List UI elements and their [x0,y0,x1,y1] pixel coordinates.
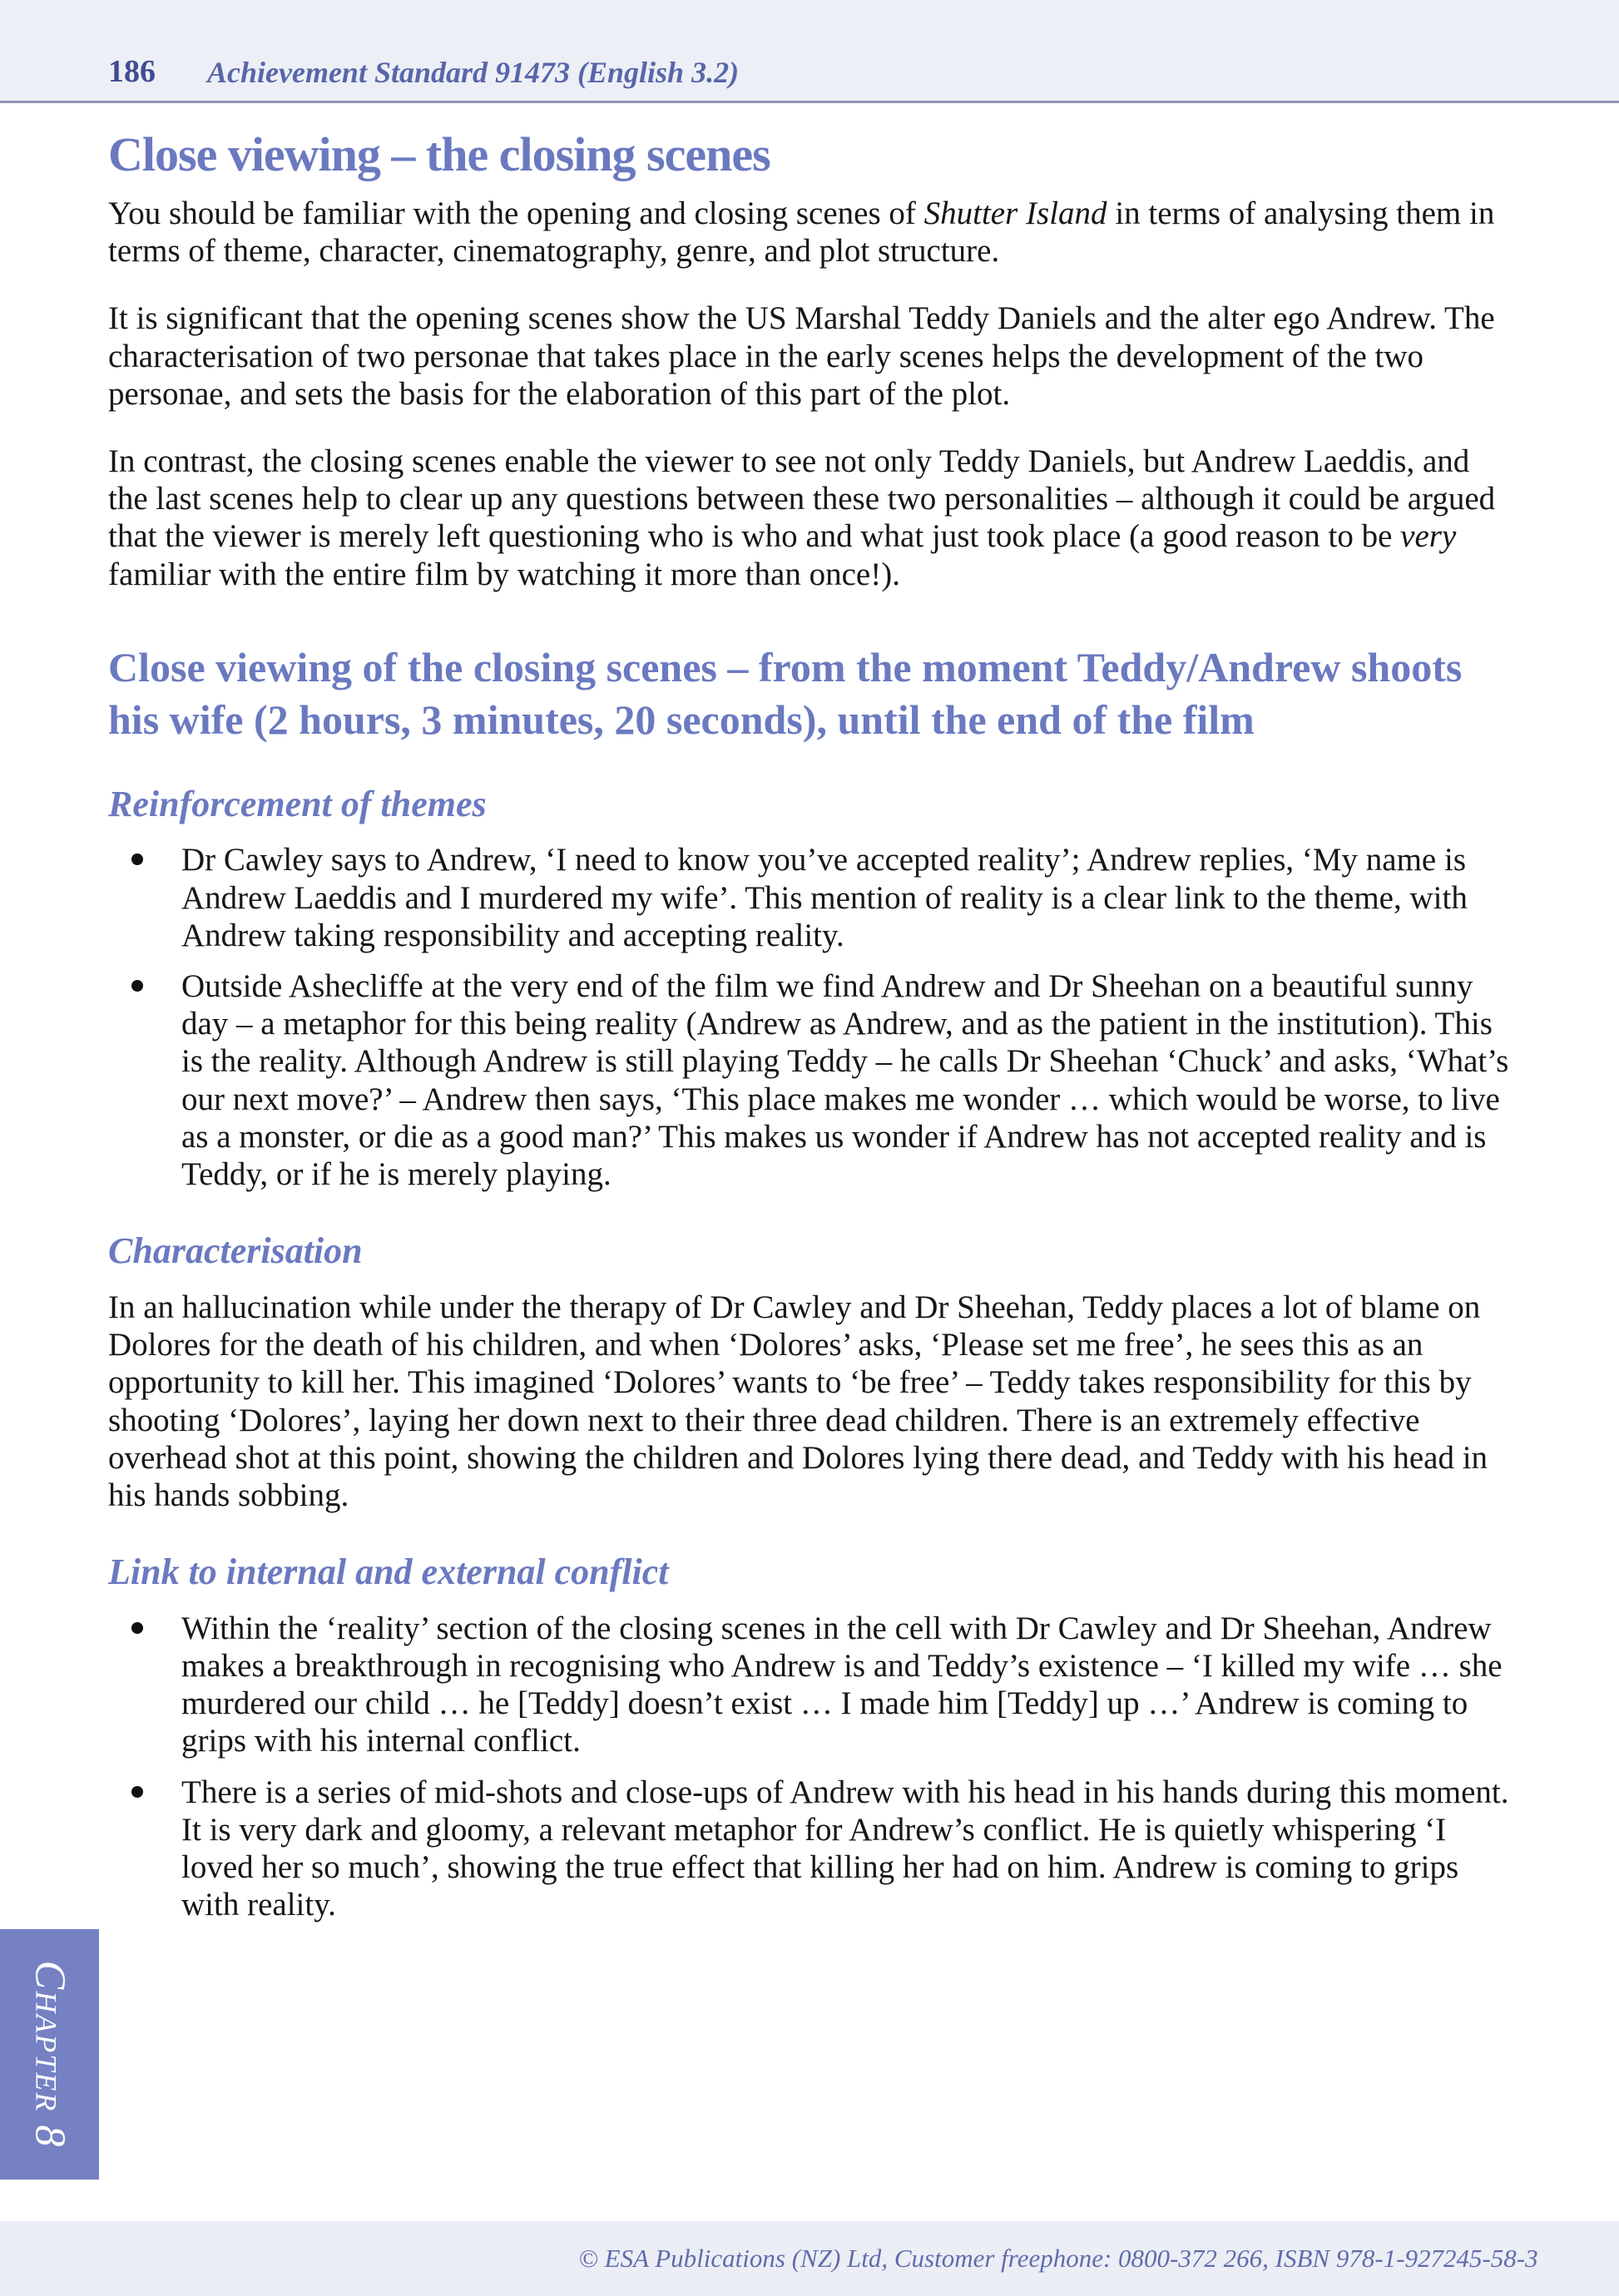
main-heading: Close viewing – the closing scenes [108,127,770,181]
characterisation-paragraph: In an hallucination while under the therapy of Dr Cawley and Dr Sheehan, Teddy places a lot of blame on Dolores for the death of his children, and when ‘Dolores’ asks, ‘Please set me free’, he sees this as an opportunity to kill her. This imagined ‘Dolores’ wants to ‘be free’ – Teddy takes responsibility for this by shooting ‘Dolores’, laying her down next to their three dead children. There is an extremely effective overhead shot at this point, showing the children and Dolores lying there dead, and Teddy with his head in his hands sobbing. [108,1289,1488,1513]
page-body [0,103,1619,1923]
footer-text: © ESA Publications (NZ) Ltd, Customer freephone: 0800-372 266, ISBN 978-1-927245-58-3 [578,2244,1538,2273]
bullet-item: Within the ‘reality’ section of the closing scenes in the cell with Dr Cawley and Dr Sheehan, Andrew makes a breakthrough in recognising who Andrew is and Teddy’s existence – ‘I killed my wife … she murdered our child … he [Teddy] doesn’t exist … I made him [Teddy] up …’ Andrew is coming to grips with his internal conflict. [108,1610,1513,1760]
intro-paragraph-2: It is significant that the opening scenes show the US Marshal Teddy Daniels and the alter ego Andrew. The characterisation of two personae that takes place in the early scenes helps the development of the two personae, and sets the basis for the elaboration of this part of the plot. [108,300,1495,412]
chapter-tab-label: Chapter 8 [26,1960,74,2149]
themes-heading: Reinforcement of themes [108,783,487,824]
close-viewing-sub-heading: Close viewing of the closing scenes – from the moment Teddy/Andrew shoots his wife (2 hours, 3 minutes, 20 seconds), until the end of the film [108,643,1463,743]
page-footer [0,2221,1619,2296]
characterisation-heading: Characterisation [108,1230,363,1272]
themes-bullet-list [108,841,1513,1193]
page-number: 186 [108,54,156,89]
chapter-tab [0,1929,99,2180]
intro-paragraph-3: In contrast, the closing scenes enable the viewer to see not only Teddy Daniels, but Andrew Laeddis, and the last scenes help to clear up any questions between these two personalities – although it could be argued that the viewer is merely left questioning who is who and what just took place (a good reason to be very familiar with the entire film by watching it more than once!). [108,443,1496,592]
conflict-bullet-list [108,1610,1513,1924]
conflict-heading: Link to internal and external conflict [108,1551,669,1593]
header-title: Achievement Standard 91473 (English 3.2) [207,56,740,89]
page-header [0,0,1619,103]
bullet-item: There is a series of mid-shots and close-ups of Andrew with his head in his hands during this moment. It is very dark and gloomy, a relevant metaphor for Andrew’s conflict. He is quietly whispering ‘I loved her so much’, showing the true effect that killing her had on him. Andrew is coming to grips with reality. [108,1774,1513,1924]
intro-paragraph-1: You should be familiar with the opening and closing scenes of Shutter Island in terms of analysing them in terms of theme, character, cinematography, genre, and plot structure. [108,195,1495,270]
bullet-item: Dr Cawley says to Andrew, ‘I need to know you’ve accepted reality’; Andrew replies, ‘My name is Andrew Laeddis and I murdered my wife’. This mention of reality is a clear link to the theme, with Andrew taking responsibility and accepting reality. [108,841,1513,954]
bullet-item: Outside Ashecliffe at the very end of the film we find Andrew and Dr Sheehan on a beautiful sunny day – a metaphor for this being reality (Andrew as Andrew, and as the patient in the institution). This is the reality. Although Andrew is still playing Teddy – he calls Dr Sheehan ‘Chuck’ and asks, ‘What’s our next move?’ – Andrew then says, ‘This place makes me wonder … which would be worse, to live as a monster, or die as a good man?’ This makes us wonder if Andrew has not accepted reality and is Teddy, or if he is merely playing. [108,967,1513,1193]
